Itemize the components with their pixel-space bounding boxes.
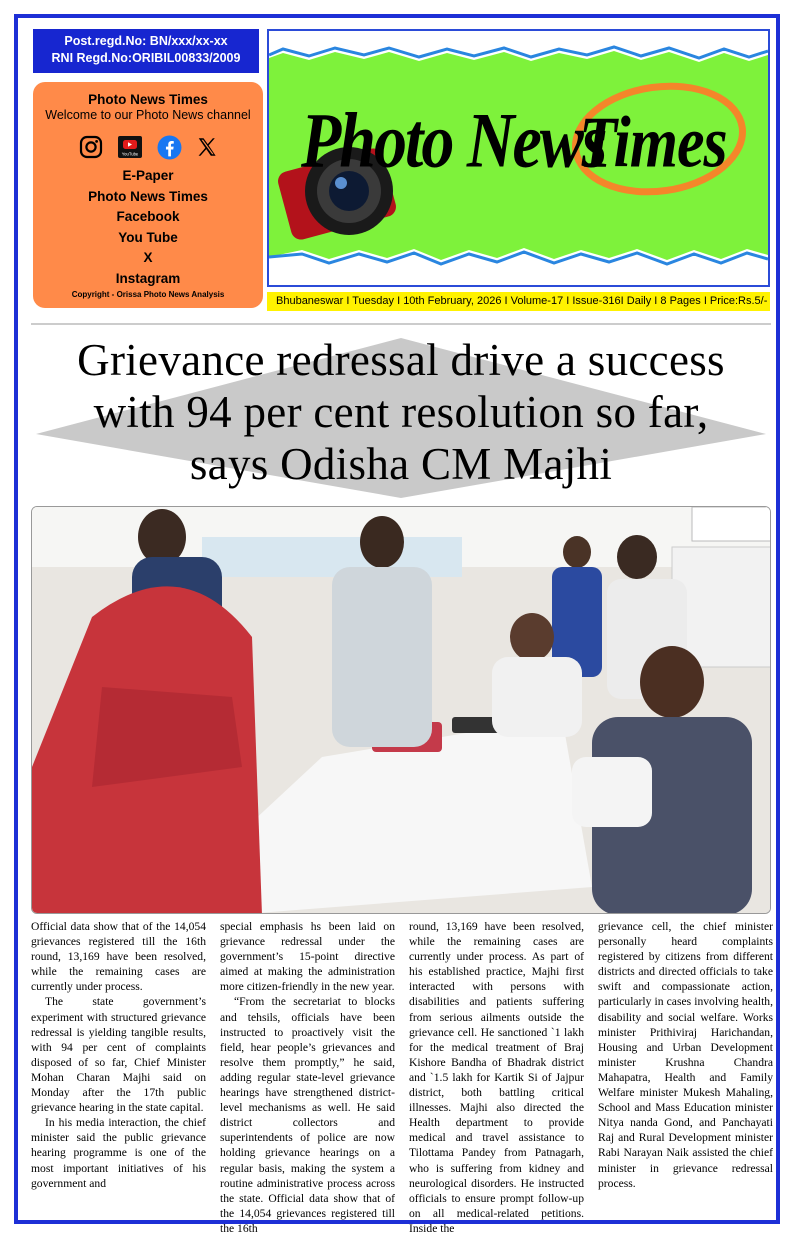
paragraph: The state government’s experiment with structured grievance redressal is yielding tangible results, with 94 per cent of complaints disposed of so far, Chief Minister Mohan Charan Majhi said on Monday after the 17th public grievance hearing in the state capital. [31, 995, 206, 1115]
paragraph: In his media interaction, the chief minister said the public grievance hearing programme is one of the most important initiatives of his government and [31, 1116, 206, 1190]
promo-panel [33, 82, 263, 308]
paragraph: grievance cell, the chief minister personally heard complaints registered by citizens from different districts and directed officials to take swift and compassionate action, particularly in cases involving health, disability and social welfare. Works minister Prithiviraj Harichandan, Housing and Urban Development minister Krushna Chandra Mahapatra, Health and Family Welfare minister Mukesh Mahaling, School and Mass Education minister Nitya nanda Gond, and Panchayati Raj and Rural Development minister Rabi Narayan Naik assisted the chief minister in grievance redressal process. [598, 920, 773, 1190]
link-photo-news-times[interactable]: Photo News Times [88, 188, 208, 204]
logo-photo-news: Photo News [301, 97, 606, 184]
headline-line: Grievance redressal drive a success [77, 335, 725, 385]
headline-block [30, 334, 772, 498]
paragraph: special emphasis hs been laid on grievance redressal under the government’s 15-point directive aimed at making the administration more citizen-friendly in the new year. [220, 920, 395, 994]
dateline-text: Bhubaneswar I Tuesday I 10th February, 2026 I Volume-17 I Issue-316I Daily I 8 Pages I Price:Rs.5/- [276, 295, 768, 307]
link-epaper[interactable]: E-Paper [122, 168, 174, 183]
post-regd-number: Post.regd.No: BN/xxx/xx-xx [64, 34, 228, 48]
social-icons [33, 134, 263, 160]
promo-title: Photo News Times [88, 92, 208, 107]
paragraph: Official data show that of the 14,054 grievances registered till the 16th round, 13,169 have been resolved, while the remaining cases are currently under process. [31, 920, 206, 994]
divider [31, 323, 771, 325]
masthead-banner [267, 29, 770, 287]
paragraph: “From the secretariat to blocks and tehsils, officials have been instructed to proactively visit the field, hear people’s grievances and resolve them promptly,” he said, adding regular state-level grievance hearings have strengthened district-level mechanisms as well. He said district collectors and superintendents of police are now holding grievance hearings on a regular basis, making the system a routine administrative process across the state. Official data show that of the 14,054 grievances registered till the 16th [220, 995, 395, 1235]
headline [30, 334, 772, 490]
registration-box [33, 29, 259, 73]
link-instagram[interactable]: Instagram [115, 270, 181, 286]
article-column [598, 919, 773, 1236]
article-column [31, 919, 206, 1236]
headline-line: with 94 per cent resolution so far, [93, 387, 709, 437]
logo-times: Times [579, 101, 727, 183]
facebook-icon[interactable] [157, 135, 182, 160]
copyright-note: Copyright - Orissa Photo News Analysis [71, 290, 225, 299]
headline-line: says Odisha CM Majhi [189, 439, 613, 489]
paragraph: round, 13,169 have been resolved, while the remaining cases are currently under process. As part of his established practice, Majhi first interacted with persons with disabilities and patients suffering from serious ailments outside the grievance cell. He sanctioned `1 lakh for the medical treatment of Braj Kishore Bandha of Bhadrak district and `1.5 lakh for Kartik Si of Jajpur district, both battling critical illnesses. Majhi also directed the Health department to provide medical and travel assistance to Tilottama Pandey from Patnagarh, who is suffering from kidney and neurological disorders. He instructed officials to ensure prompt follow-up on all medical-related petitions. Inside the [409, 920, 584, 1235]
rni-regd-number: RNI Regd.No:ORIBIL00833/2009 [51, 51, 241, 65]
article-column [220, 919, 395, 1236]
article-column [409, 919, 584, 1236]
link-facebook[interactable]: Facebook [116, 209, 180, 224]
x-icon[interactable] [196, 136, 218, 158]
article-body [31, 919, 773, 1236]
promo-welcome: Welcome to our Photo News channel [45, 108, 251, 122]
instagram-icon[interactable] [79, 135, 103, 159]
link-x[interactable]: X [143, 250, 153, 265]
news-photo-illustration [32, 507, 771, 914]
youtube-icon[interactable] [117, 135, 143, 159]
promo-links [33, 166, 263, 289]
dateline-bar [267, 292, 770, 311]
news-photo [31, 506, 771, 914]
link-youtube[interactable]: You Tube [118, 229, 178, 245]
youtube-icon-text: YouTube [121, 151, 138, 157]
